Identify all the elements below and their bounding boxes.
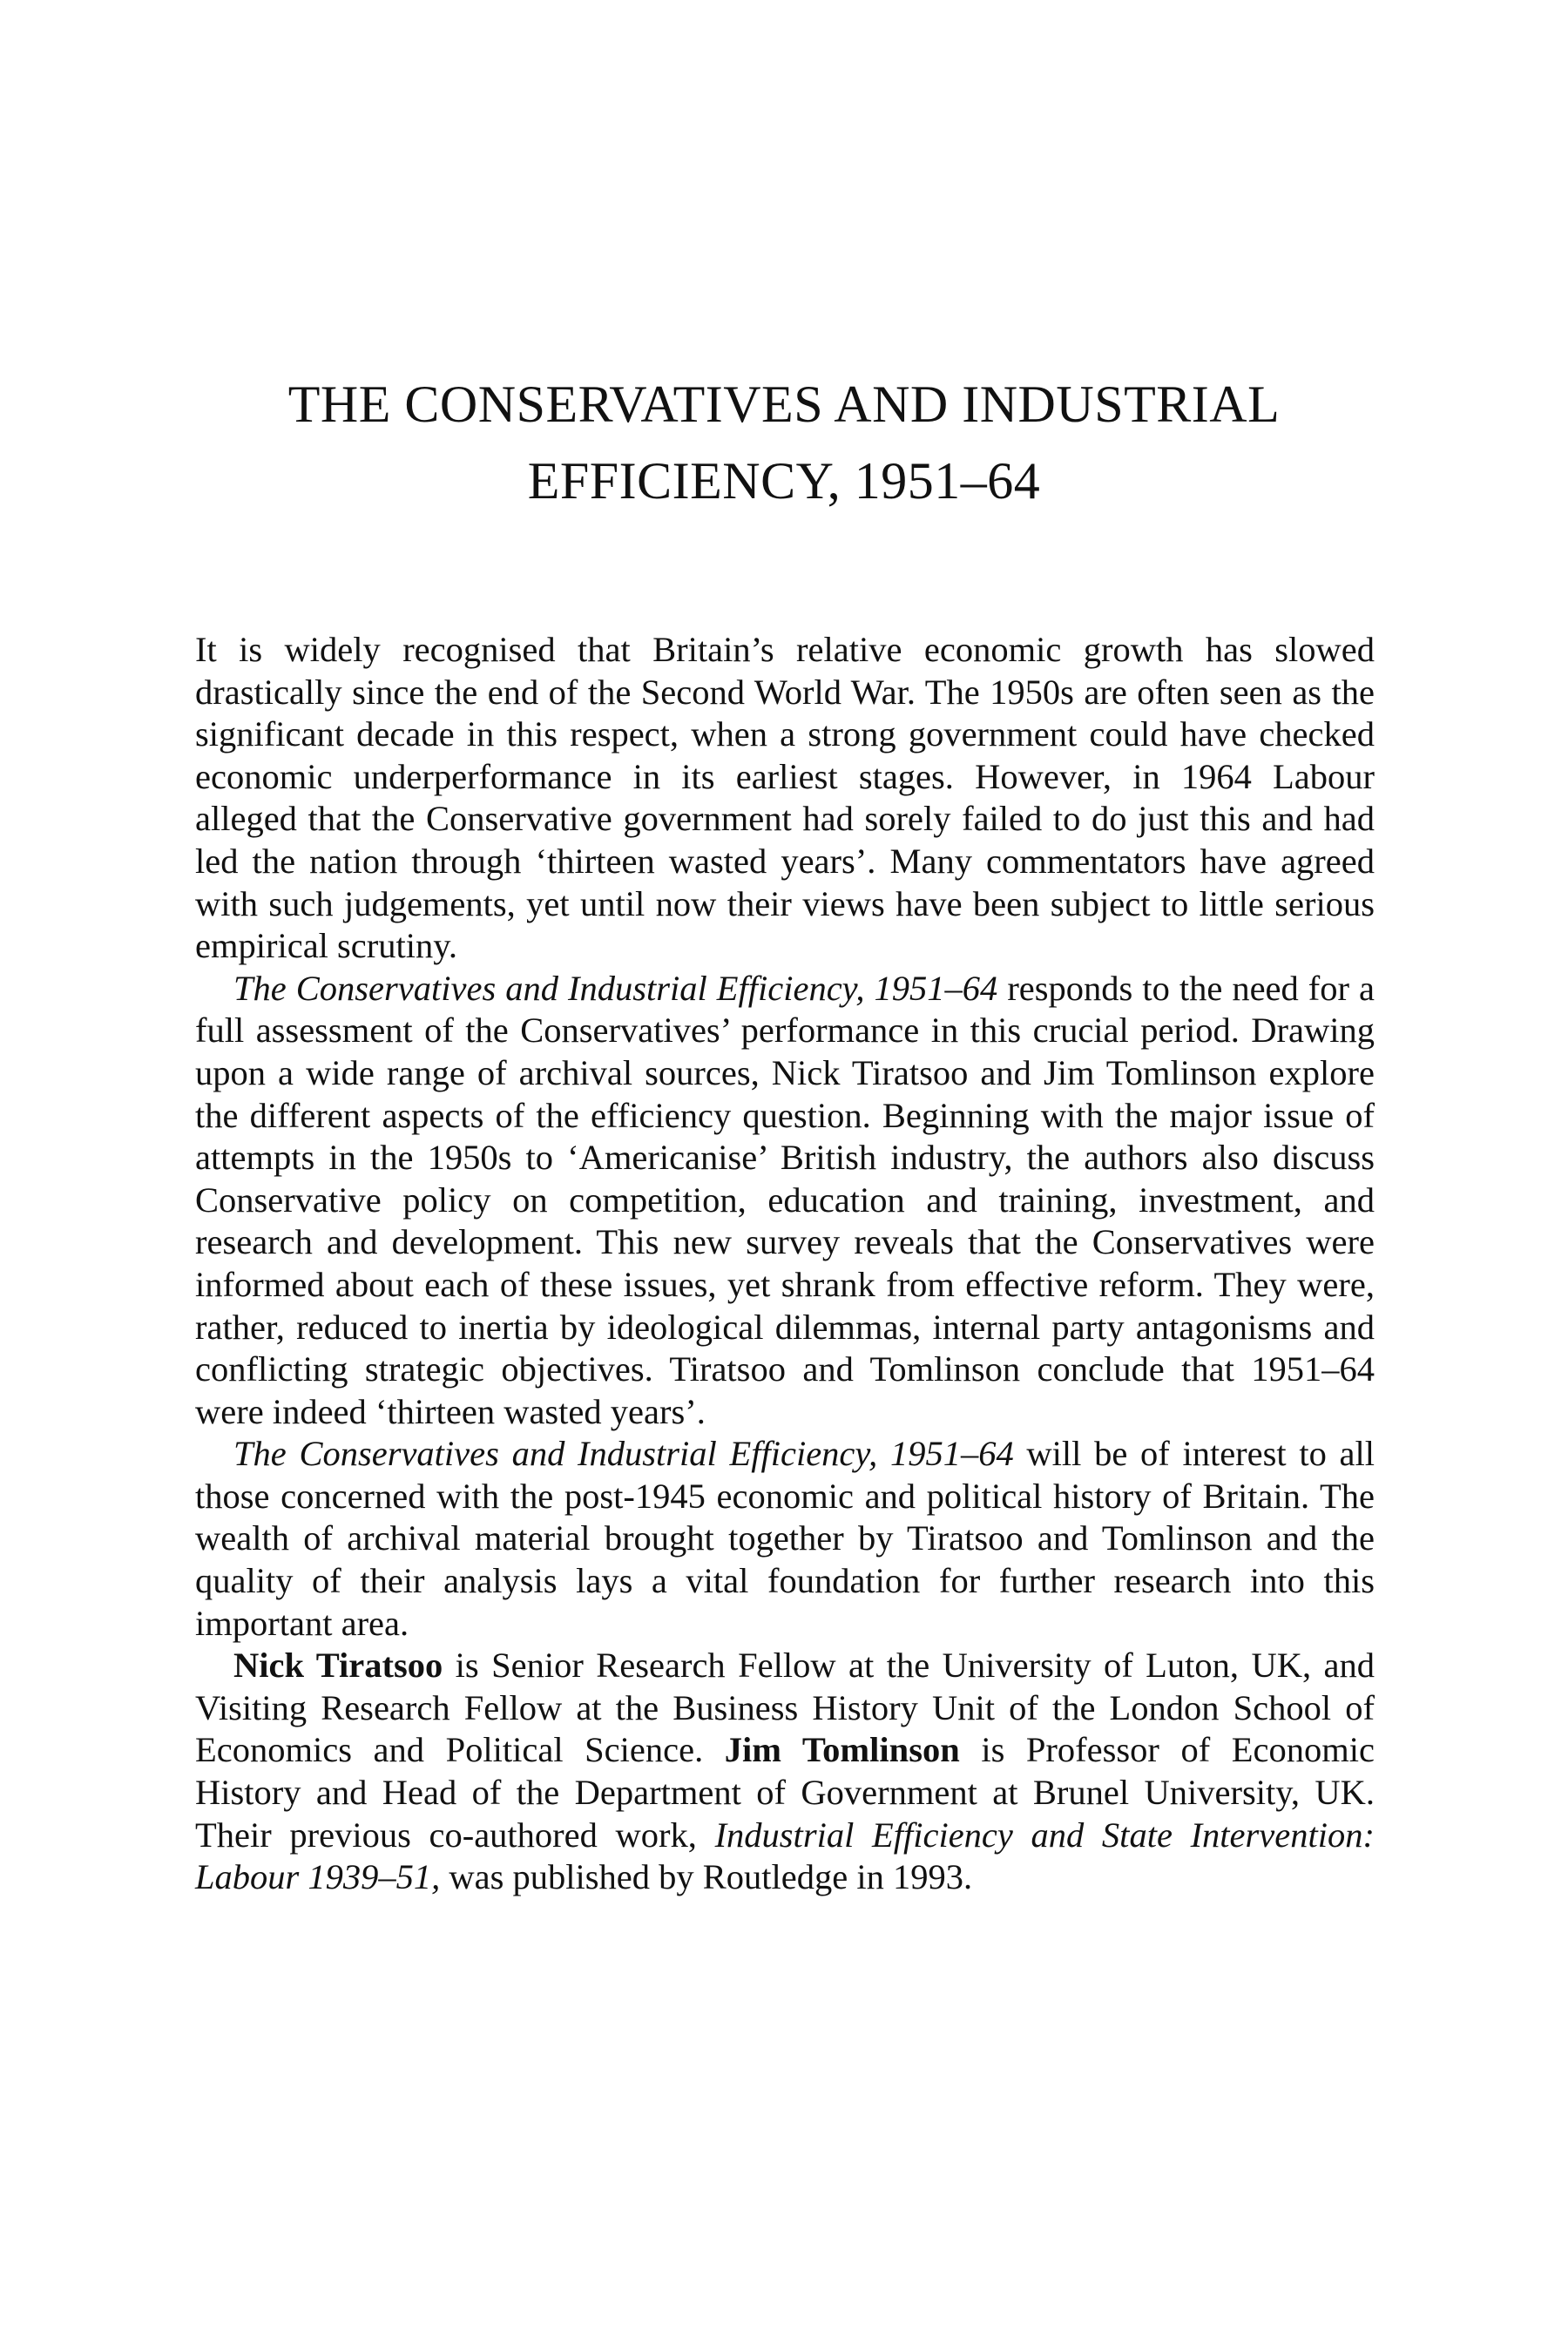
previous-work-title: Industrial Efficiency and State Intervention: Labour 1939–51, xyxy=(195,1815,1375,1897)
paragraph-intro xyxy=(195,629,1375,968)
paragraph-audience xyxy=(195,1433,1375,1645)
title-line-1: THE CONSERVATIVES AND INDUSTRIAL xyxy=(287,375,1281,433)
book-title-italic-2: The Conservatives and Industrial Efficiency, 1951–64 xyxy=(233,1434,1014,1474)
paragraph-intro-text: It is widely recognised that Britain’s relative economic growth has slowed drastically since the end of the Second World War. The 1950s are often seen as the significant decade in this respect, when a strong government could have checked economic underperformance in its earliest stages. However, in 1964 Labour alleged that the Conservative government had sorely failed to do just this and had led the nation through ‘thirteen wasted years’. Many commentators have agreed with such judgements, yet until now their views have been subject to little serious empirical scrutiny. xyxy=(195,630,1375,966)
author-bio-1: is Senior Research Fellow at the University of Luton, UK, and Visiting Research Fellow at the Business History Unit of the London School of Economics and Political Science. xyxy=(195,1646,1375,1770)
paragraph-book-summary-text: responds to the need for a full assessment of the Conservatives’ performance in this crucial period. Drawing upon a wide range of archival sources, Nick Tiratsoo and Jim Tomlinson explore the different aspects of the efficiency question. Beginning with the major issue of attempts in the 1950s to ‘Americanise’ British industry, the authors also discuss Conservative policy on competition, education and training, investment, and research and development. This new survey reveals that the Conservatives were informed about each of these issues, yet shrank from effective reform. They were, rather, reduced to inertia by ideological dilemmas, internal party antagonisms and conflicting strategic objectives. Tiratsoo and Tomlinson conclude that 1951–64 were indeed ‘thirteen wasted years’. xyxy=(195,968,1375,1431)
title-line-2: EFFICIENCY, 1951–64 xyxy=(527,452,1041,510)
paragraph-audience-text: will be of interest to all those concerned with the post-1945 economic and political history of Britain. The wealth of archival material brought together by Tiratsoo and Tomlinson and the quality of their analysis lays a vital foundation for further research into this important area. xyxy=(195,1434,1375,1643)
author-name-tomlinson: Jim Tomlinson xyxy=(724,1730,960,1770)
paragraph-authors xyxy=(195,1645,1375,1899)
blurb-body xyxy=(195,629,1375,1899)
author-bio-2: is Professor of Economic History and Head of the Department of Government at Brunel University, UK. Their previous co-authored work, xyxy=(195,1730,1375,1855)
paragraph-book-summary xyxy=(195,968,1375,1434)
book-title-italic: The Conservatives and Industrial Efficiency, 1951–64 xyxy=(233,968,998,1008)
author-bio-3: was published by Routledge in 1993. xyxy=(440,1857,973,1897)
author-name-tiratsoo: Nick Tiratsoo xyxy=(233,1646,443,1686)
page-title xyxy=(174,366,1394,519)
